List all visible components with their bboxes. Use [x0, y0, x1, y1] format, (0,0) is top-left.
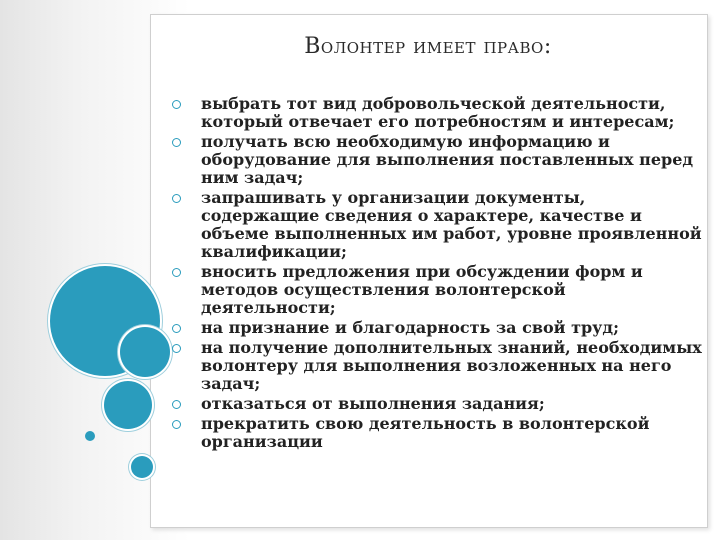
circle-outline-icon	[172, 194, 181, 203]
list-item	[172, 95, 702, 131]
list-item-text: вносить предложения при обсуждении форм и методов осуществления волонтерской деятельности;	[201, 262, 643, 317]
list-item	[172, 415, 702, 451]
list-item-text: прекратить свою деятельность в волонтерской организации	[201, 414, 650, 451]
decorative-circle-medium-lower	[104, 381, 152, 429]
circle-outline-icon	[172, 138, 181, 147]
circle-outline-icon	[172, 400, 181, 409]
list-item	[172, 395, 702, 413]
list-item-text: на получение дополнительных знаний, необходимых волонтеру для выполнения возложенных на него задач;	[201, 338, 702, 393]
list-item	[172, 339, 702, 393]
list-item	[172, 263, 702, 317]
list-item	[172, 319, 702, 337]
list-item	[172, 189, 702, 261]
list-item-text: запрашивать у организации документы, содержащие сведения о характере, качестве и объеме выполненных им работ, уровне проявленной квалификации;	[201, 188, 702, 261]
list-item-text: на признание и благодарность за свой труд;	[201, 318, 619, 337]
list-item-text: отказаться от выполнения задания;	[201, 394, 545, 413]
decorative-circle-tiny	[85, 431, 95, 441]
decorative-circle-small	[131, 456, 153, 478]
rights-list	[172, 95, 702, 453]
circle-outline-icon	[172, 344, 181, 353]
circle-outline-icon	[172, 268, 181, 277]
list-item	[172, 133, 702, 187]
list-item-text: выбрать тот вид добровольческой деятельности, который отвечает его потребностям и интересам;	[201, 94, 675, 131]
decorative-circle-medium	[120, 327, 170, 377]
slide-title: Волонтер имеет право:	[304, 34, 552, 59]
circle-outline-icon	[172, 324, 181, 333]
circle-outline-icon	[172, 420, 181, 429]
list-item-text: получать всю необходимую информацию и оборудование для выполнения поставленных перед ним задач;	[201, 132, 694, 187]
circle-outline-icon	[172, 100, 181, 109]
